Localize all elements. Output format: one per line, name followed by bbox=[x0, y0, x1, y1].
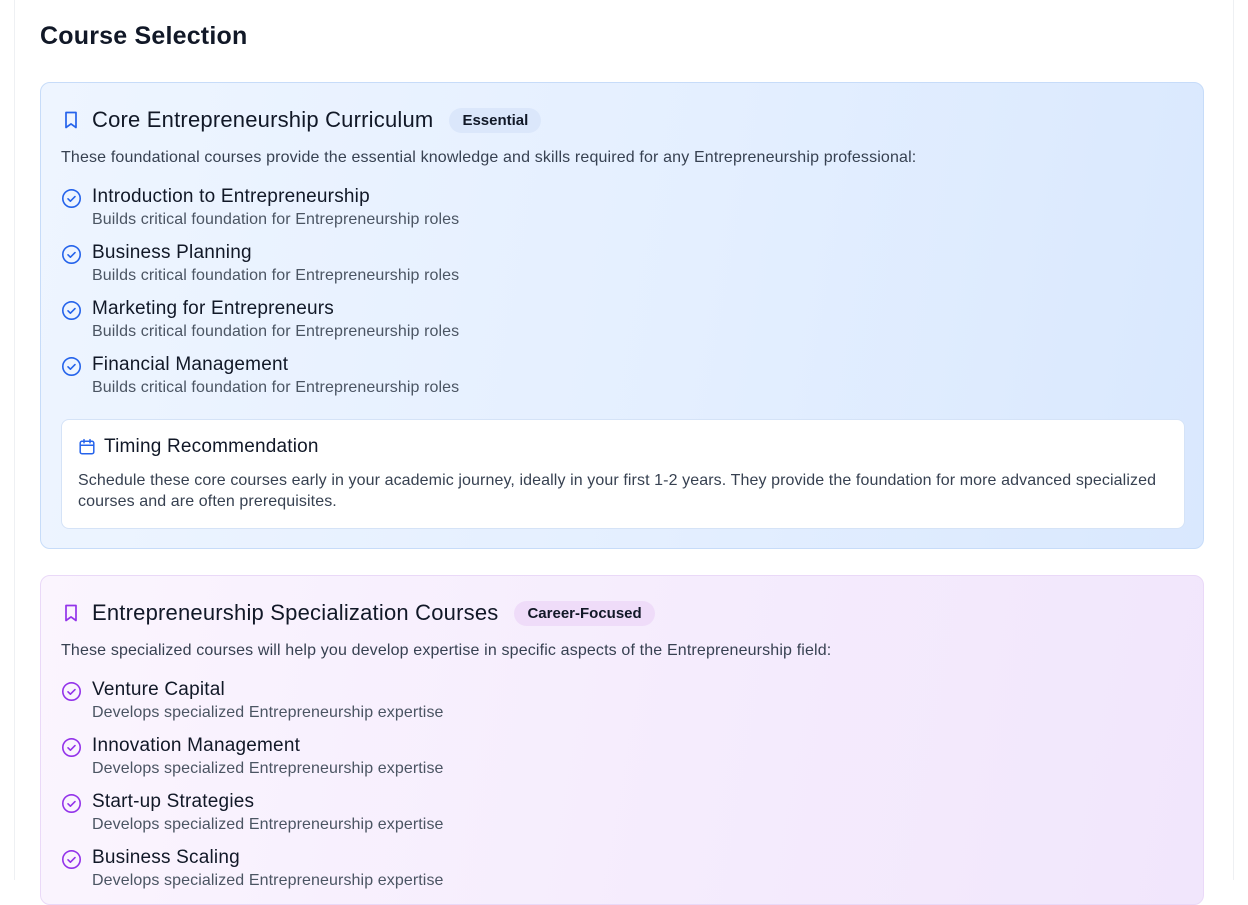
check-circle-icon bbox=[61, 737, 82, 758]
card-header bbox=[61, 105, 541, 135]
course-description: Develops specialized Entrepreneurship expertise bbox=[92, 704, 444, 721]
check-circle-icon bbox=[61, 300, 82, 321]
timing-header bbox=[78, 436, 319, 458]
core-curriculum-card bbox=[40, 82, 1204, 549]
bookmark-icon bbox=[61, 603, 81, 623]
timing-text: Schedule these core courses early in your academic journey, ideally in your first 1-2 years. They provide the foundation for more advanced specialized courses and are often prerequisites. bbox=[78, 472, 1157, 510]
course-name: Venture Capital bbox=[92, 679, 225, 700]
card-header bbox=[61, 598, 655, 628]
bookmark-icon bbox=[61, 110, 81, 130]
course-name: Financial Management bbox=[92, 354, 289, 375]
course-name: Start-up Strategies bbox=[92, 791, 255, 812]
course-description: Builds critical foundation for Entrepreneurship roles bbox=[92, 379, 460, 396]
course-item bbox=[61, 297, 459, 353]
section-intro: These foundational courses provide the essential knowledge and skills required for any Entrepreneurship professional: bbox=[61, 149, 917, 166]
specialization-course-list bbox=[61, 678, 444, 902]
check-circle-icon bbox=[61, 793, 82, 814]
check-circle-icon bbox=[61, 356, 82, 377]
check-circle-icon bbox=[61, 244, 82, 265]
check-circle-icon bbox=[61, 849, 82, 870]
course-description: Builds critical foundation for Entrepreneurship roles bbox=[92, 323, 460, 340]
course-item bbox=[61, 353, 459, 409]
calendar-icon bbox=[78, 438, 96, 456]
career-focused-badge: Career-Focused bbox=[514, 601, 654, 626]
section-title: Entrepreneurship Specialization Courses bbox=[92, 600, 499, 625]
course-item bbox=[61, 790, 444, 846]
course-name: Business Scaling bbox=[92, 847, 240, 868]
course-item bbox=[61, 241, 459, 297]
course-description: Builds critical foundation for Entrepreneurship roles bbox=[92, 267, 460, 284]
section-intro: These specialized courses will help you develop expertise in specific aspects of the Entrepreneurship field: bbox=[61, 642, 832, 659]
page-title: Course Selection bbox=[40, 22, 248, 50]
specialization-card bbox=[40, 575, 1204, 905]
check-circle-icon bbox=[61, 681, 82, 702]
course-item bbox=[61, 185, 459, 241]
check-circle-icon bbox=[61, 188, 82, 209]
course-item bbox=[61, 678, 444, 734]
course-name: Innovation Management bbox=[92, 735, 301, 756]
course-description: Develops specialized Entrepreneurship expertise bbox=[92, 816, 444, 833]
course-description: Develops specialized Entrepreneurship expertise bbox=[92, 872, 444, 889]
timing-title: Timing Recommendation bbox=[104, 436, 319, 457]
essential-badge: Essential bbox=[449, 108, 541, 133]
section-title: Core Entrepreneurship Curriculum bbox=[92, 107, 434, 132]
course-description: Develops specialized Entrepreneurship expertise bbox=[92, 760, 444, 777]
course-item bbox=[61, 734, 444, 790]
course-description: Builds critical foundation for Entrepreneurship roles bbox=[92, 211, 460, 228]
course-name: Business Planning bbox=[92, 242, 252, 263]
timing-recommendation-box bbox=[61, 419, 1185, 529]
course-name: Marketing for Entrepreneurs bbox=[92, 298, 334, 319]
course-name: Introduction to Entrepreneurship bbox=[92, 186, 370, 207]
core-course-list bbox=[61, 185, 459, 409]
course-item bbox=[61, 846, 444, 902]
